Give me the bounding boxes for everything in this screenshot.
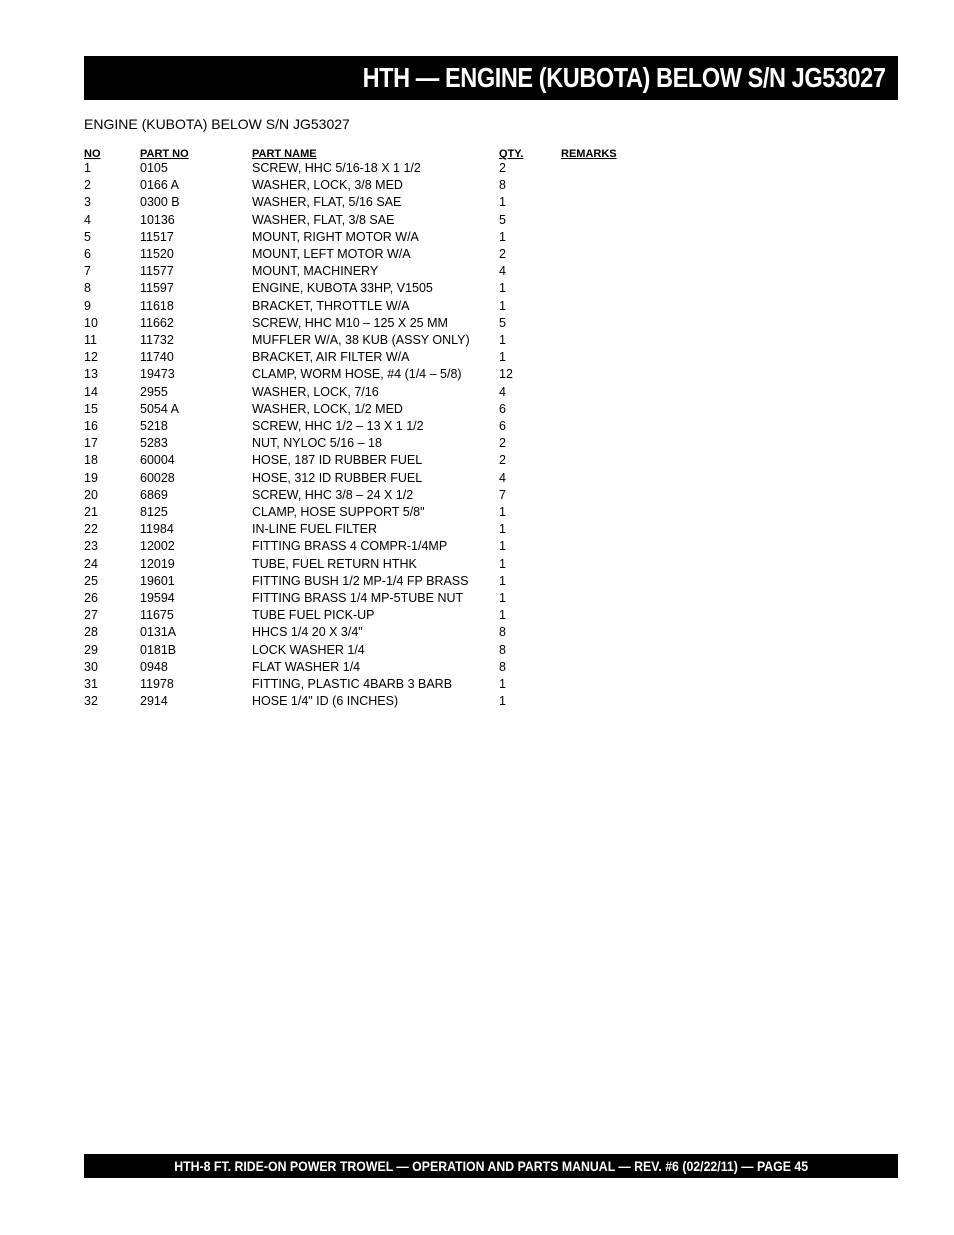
cell-part-name: HOSE, 312 ID RUBBER FUEL <box>252 470 423 485</box>
cell-part-name: NUT, NYLOC 5/16 – 18 <box>252 436 382 451</box>
cell-qty: 2 <box>499 436 506 451</box>
cell-part-name: BRACKET, THROTTLE W/A <box>252 298 410 313</box>
cell-qty: 1 <box>499 281 506 296</box>
cell-remarks <box>561 452 641 469</box>
cell-remarks <box>561 418 641 435</box>
table-row <box>84 573 641 590</box>
cell-qty: 1 <box>499 591 506 606</box>
cell-no: 19 <box>84 470 98 485</box>
cell-part-no: 11577 <box>140 264 174 279</box>
cell-part-no: 5054 A <box>140 401 179 416</box>
cell-part-no: 10136 <box>140 212 175 227</box>
table-row <box>84 418 641 435</box>
cell-part-no: 2914 <box>140 694 168 709</box>
cell-qty: 8 <box>499 625 506 640</box>
parts-table <box>84 144 641 711</box>
table-row <box>84 607 641 624</box>
cell-part-no: 11675 <box>140 608 174 623</box>
cell-part-no: 6869 <box>140 487 168 502</box>
table-row <box>84 332 641 349</box>
cell-part-name: IN-LINE FUEL FILTER <box>252 522 378 537</box>
cell-part-name: HHCS 1/4 20 X 3/4" <box>252 625 363 640</box>
cell-no: 12 <box>84 350 98 365</box>
cell-part-no: 0181B <box>140 642 177 657</box>
cell-remarks <box>561 538 641 555</box>
table-row <box>84 212 641 229</box>
cell-part-name: HOSE 1/4" ID (6 INCHES) <box>252 694 399 709</box>
cell-no: 26 <box>84 591 98 606</box>
cell-remarks <box>561 177 641 194</box>
cell-part-name: WASHER, FLAT, 5/16 SAE <box>252 195 402 210</box>
table-row <box>84 452 641 469</box>
cell-qty: 1 <box>499 677 506 692</box>
cell-remarks <box>561 160 641 177</box>
cell-no: 25 <box>84 573 98 588</box>
cell-part-name: MOUNT, MACHINERY <box>252 264 379 279</box>
cell-part-name: FITTING, PLASTIC 4BARB 3 BARB <box>252 677 453 692</box>
cell-part-no: 12002 <box>140 539 175 554</box>
footer-bar <box>84 1154 898 1178</box>
cell-qty: 8 <box>499 642 506 657</box>
cell-no: 6 <box>84 247 91 262</box>
table-row <box>84 504 641 521</box>
cell-qty: 12 <box>499 367 513 382</box>
cell-remarks <box>561 504 641 521</box>
table-row <box>84 366 641 383</box>
cell-qty: 1 <box>499 505 506 520</box>
cell-remarks <box>561 659 641 676</box>
table-row <box>84 538 641 555</box>
cell-no: 32 <box>84 694 98 709</box>
cell-remarks <box>561 607 641 624</box>
section-heading: ENGINE (KUBOTA) BELOW S/N JG53027 <box>84 116 350 132</box>
cell-qty: 6 <box>499 401 506 416</box>
table-row <box>84 401 641 418</box>
column-header-remarks: REMARKS <box>561 148 617 160</box>
cell-qty: 1 <box>499 694 506 709</box>
cell-remarks <box>561 212 641 229</box>
cell-remarks <box>561 521 641 538</box>
column-header-qty: QTY. <box>499 148 524 160</box>
footer-text: HTH-8 FT. RIDE-ON POWER TROWEL — OPERATION AND PARTS MANUAL — REV. #6 (02/22/11) — PAGE 45 <box>174 1158 808 1174</box>
cell-no: 23 <box>84 539 98 554</box>
table-row <box>84 315 641 332</box>
cell-remarks <box>561 349 641 366</box>
cell-part-no: 60004 <box>140 453 175 468</box>
cell-part-name: MUFFLER W/A, 38 KUB (ASSY ONLY) <box>252 333 470 348</box>
cell-remarks <box>561 229 641 246</box>
cell-qty: 6 <box>499 419 506 434</box>
cell-part-name: BRACKET, AIR FILTER W/A <box>252 350 410 365</box>
table-row <box>84 194 641 211</box>
cell-qty: 8 <box>499 178 506 193</box>
table-row <box>84 624 641 641</box>
cell-remarks <box>561 573 641 590</box>
cell-part-no: 11978 <box>140 677 174 692</box>
cell-part-name: TUBE, FUEL RETURN HTHK <box>252 556 417 571</box>
cell-part-no: 11517 <box>140 229 174 244</box>
cell-qty: 8 <box>499 659 506 674</box>
table-row <box>84 435 641 452</box>
cell-part-name: FITTING BRASS 1/4 MP-5TUBE NUT <box>252 591 464 606</box>
cell-part-no: 60028 <box>140 470 175 485</box>
cell-part-name: WASHER, FLAT, 3/8 SAE <box>252 212 395 227</box>
cell-part-name: LOCK WASHER 1/4 <box>252 642 365 657</box>
column-header-part-no: PART NO <box>140 148 189 160</box>
cell-no: 16 <box>84 419 98 434</box>
cell-qty: 4 <box>499 264 506 279</box>
cell-qty: 5 <box>499 212 506 227</box>
cell-remarks <box>561 366 641 383</box>
cell-part-no: 5218 <box>140 419 168 434</box>
page-title: HTH — ENGINE (KUBOTA) BELOW S/N JG53027 <box>363 62 886 93</box>
cell-qty: 1 <box>499 608 506 623</box>
cell-qty: 7 <box>499 487 506 502</box>
cell-remarks <box>561 487 641 504</box>
cell-part-name: ENGINE, KUBOTA 33HP, V1505 <box>252 281 433 296</box>
cell-part-name: SCREW, HHC 1/2 – 13 X 1 1/2 <box>252 419 424 434</box>
cell-no: 11 <box>84 333 97 348</box>
page-title-bar <box>84 56 898 100</box>
cell-remarks <box>561 384 641 401</box>
cell-part-no: 0166 A <box>140 178 179 193</box>
cell-qty: 2 <box>499 453 506 468</box>
cell-no: 21 <box>84 505 98 520</box>
table-row <box>84 659 641 676</box>
cell-qty: 1 <box>499 229 506 244</box>
cell-qty: 4 <box>499 384 506 399</box>
cell-remarks <box>561 590 641 607</box>
cell-qty: 4 <box>499 470 506 485</box>
cell-remarks <box>561 194 641 211</box>
cell-part-name: TUBE FUEL PICK-UP <box>252 608 375 623</box>
table-row <box>84 693 641 710</box>
cell-qty: 2 <box>499 161 506 175</box>
cell-part-name: SCREW, HHC M10 – 125 X 25 MM <box>252 315 448 330</box>
table-row <box>84 177 641 194</box>
cell-no: 1 <box>84 161 91 175</box>
cell-remarks <box>561 642 641 659</box>
cell-part-no: 11662 <box>140 315 174 330</box>
cell-no: 10 <box>84 315 98 330</box>
cell-part-name: CLAMP, WORM HOSE, #4 (1/4 – 5/8) <box>252 367 462 382</box>
cell-no: 22 <box>84 522 98 537</box>
cell-part-no: 5283 <box>140 436 168 451</box>
cell-part-name: WASHER, LOCK, 1/2 MED <box>252 401 403 416</box>
cell-part-no: 0948 <box>140 659 168 674</box>
cell-no: 5 <box>84 229 91 244</box>
cell-qty: 1 <box>499 350 506 365</box>
cell-part-no: 11984 <box>140 522 174 537</box>
cell-part-name: FLAT WASHER 1/4 <box>252 659 361 674</box>
cell-part-no: 11740 <box>140 350 174 365</box>
cell-qty: 1 <box>499 573 506 588</box>
cell-part-name: SCREW, HHC 5/16-18 X 1 1/2 <box>252 161 421 175</box>
cell-remarks <box>561 693 641 710</box>
table-row <box>84 521 641 538</box>
table-row <box>84 349 641 366</box>
cell-part-no: 0131A <box>140 625 177 640</box>
cell-remarks <box>561 676 641 693</box>
cell-part-no: 0105 <box>140 161 168 175</box>
cell-qty: 1 <box>499 539 506 554</box>
table-row <box>84 229 641 246</box>
cell-qty: 2 <box>499 247 506 262</box>
column-header-part-name: PART NAME <box>252 148 317 160</box>
cell-no: 14 <box>84 384 98 399</box>
cell-part-name: WASHER, LOCK, 7/16 <box>252 384 379 399</box>
cell-no: 13 <box>84 367 98 382</box>
table-row <box>84 487 641 504</box>
table-row <box>84 263 641 280</box>
cell-part-name: MOUNT, RIGHT MOTOR W/A <box>252 229 419 244</box>
cell-no: 24 <box>84 556 98 571</box>
cell-remarks <box>561 263 641 280</box>
table-row <box>84 384 641 401</box>
cell-part-no: 2955 <box>140 384 168 399</box>
cell-no: 18 <box>84 453 98 468</box>
cell-no: 7 <box>84 264 91 279</box>
cell-part-no: 19601 <box>140 573 175 588</box>
cell-no: 2 <box>84 178 91 193</box>
table-row <box>84 590 641 607</box>
cell-part-no: 19594 <box>140 591 175 606</box>
cell-remarks <box>561 470 641 487</box>
cell-part-name: HOSE, 187 ID RUBBER FUEL <box>252 453 423 468</box>
table-row <box>84 642 641 659</box>
cell-part-name: WASHER, LOCK, 3/8 MED <box>252 178 403 193</box>
cell-qty: 1 <box>499 556 506 571</box>
cell-no: 9 <box>84 298 91 313</box>
cell-part-no: 11618 <box>140 298 174 313</box>
cell-remarks <box>561 280 641 297</box>
cell-part-no: 8125 <box>140 505 168 520</box>
table-row <box>84 676 641 693</box>
cell-no: 4 <box>84 212 91 227</box>
cell-qty: 1 <box>499 195 506 210</box>
table-row <box>84 556 641 573</box>
cell-no: 20 <box>84 487 98 502</box>
cell-no: 8 <box>84 281 91 296</box>
cell-part-no: 11732 <box>140 333 174 348</box>
cell-qty: 1 <box>499 333 506 348</box>
cell-no: 30 <box>84 659 98 674</box>
table-row <box>84 246 641 263</box>
table-row <box>84 280 641 297</box>
cell-no: 17 <box>84 436 98 451</box>
cell-part-name: CLAMP, HOSE SUPPORT 5/8" <box>252 505 425 520</box>
cell-part-name: MOUNT, LEFT MOTOR W/A <box>252 247 411 262</box>
cell-remarks <box>561 556 641 573</box>
cell-part-name: FITTING BRASS 4 COMPR-1/4MP <box>252 539 448 554</box>
cell-no: 27 <box>84 608 98 623</box>
parts-table-body <box>84 160 641 711</box>
cell-remarks <box>561 624 641 641</box>
table-header-row <box>84 144 641 160</box>
cell-qty: 5 <box>499 315 506 330</box>
cell-no: 15 <box>84 401 98 416</box>
cell-remarks <box>561 315 641 332</box>
table-row <box>84 470 641 487</box>
cell-remarks <box>561 401 641 418</box>
cell-remarks <box>561 298 641 315</box>
cell-part-no: 19473 <box>140 367 175 382</box>
table-row <box>84 160 641 177</box>
cell-remarks <box>561 246 641 263</box>
cell-remarks <box>561 435 641 452</box>
cell-qty: 1 <box>499 522 506 537</box>
cell-part-name: SCREW, HHC 3/8 – 24 X 1/2 <box>252 487 414 502</box>
cell-no: 3 <box>84 195 91 210</box>
cell-part-no: 11520 <box>140 247 174 262</box>
cell-part-name: FITTING BUSH 1/2 MP-1/4 FP BRASS <box>252 573 469 588</box>
table-row <box>84 298 641 315</box>
cell-no: 31 <box>84 677 98 692</box>
cell-part-no: 11597 <box>140 281 174 296</box>
cell-part-no: 12019 <box>140 556 175 571</box>
cell-no: 28 <box>84 625 98 640</box>
cell-qty: 1 <box>499 298 506 313</box>
cell-no: 29 <box>84 642 98 657</box>
column-header-no: NO <box>84 148 101 160</box>
cell-part-no: 0300 B <box>140 195 180 210</box>
cell-remarks <box>561 332 641 349</box>
